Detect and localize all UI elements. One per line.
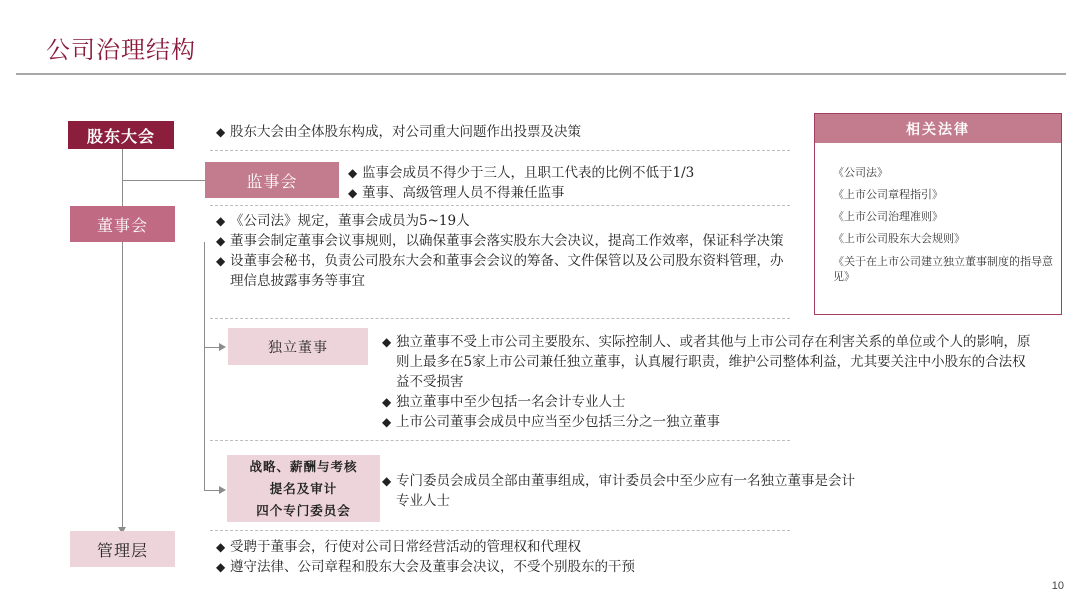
diamond-bullet-icon: ◆	[216, 540, 226, 554]
related-laws-list	[833, 162, 1053, 284]
diamond-bullet-icon: ◆	[216, 214, 226, 228]
bullet-item: ◆ 设董事会秘书，负责公司股东大会和董事会会议的筹备、文件保管以及公司股东资料管理，办理信息披露事务等事宜	[216, 253, 784, 289]
bullet-item: ◆ 独立董事中至少包括一名会计专业人士	[382, 394, 626, 410]
notes-management	[216, 537, 788, 577]
node-management: 管理层	[70, 531, 175, 567]
bullet-item: ◆ 《公司法》规定，董事会成员为5~19人	[216, 213, 470, 229]
node-supervisory-board: 监事会	[205, 162, 339, 198]
committee-line: 战略、薪酬与考核	[249, 458, 358, 474]
notes-board	[216, 211, 788, 291]
diamond-bullet-icon: ◆	[348, 186, 358, 200]
connector-board-trunk	[204, 242, 205, 490]
related-laws-title: 相关法律	[815, 114, 1061, 143]
bullet-item: ◆ 遵守法律、公司章程和股东大会及董事会决议，不受个别股东的干预	[216, 559, 635, 575]
bullet-item: ◆ 受聘于董事会，行使对公司日常经营活动的管理权和代理权	[216, 539, 581, 555]
notes-committees	[382, 471, 862, 511]
diamond-bullet-icon: ◆	[216, 254, 226, 268]
law-item: 《上市公司章程指引》	[833, 188, 943, 201]
connector-to-independent	[204, 347, 219, 348]
node-independent-directors: 独立董事	[228, 328, 368, 365]
bullet-item: ◆ 董事、高级管理人员不得兼任监事	[348, 185, 565, 201]
node-shareholders-meeting: 股东大会	[68, 121, 174, 149]
dashed-divider	[210, 205, 790, 206]
bullet-item: ◆ 上市公司董事会成员中应当至少包括三分之一独立董事	[382, 414, 720, 430]
diamond-bullet-icon: ◆	[216, 234, 226, 248]
bullet-item: ◆ 专门委员会成员全部由董事组成，审计委员会中至少应有一名独立董事是会计专业人士	[382, 473, 855, 509]
committee-line: 四个专门委员会	[256, 502, 351, 518]
dashed-divider	[210, 150, 790, 151]
arrow-right-icon	[219, 486, 226, 494]
page-title: 公司治理结构	[46, 36, 196, 64]
diamond-bullet-icon: ◆	[216, 125, 226, 139]
notes-supervisory	[348, 163, 788, 203]
page-number: 10	[1051, 580, 1064, 592]
bullet-item: ◆ 股东大会由全体股东构成，对公司重大问题作出投票及决策	[216, 124, 581, 140]
diamond-bullet-icon: ◆	[382, 395, 392, 409]
law-item: 《上市公司治理准则》	[833, 210, 943, 223]
related-laws-panel	[814, 113, 1062, 315]
dashed-divider	[210, 530, 790, 531]
node-board-of-directors: 董事会	[70, 206, 175, 242]
committee-line: 提名及审计	[269, 480, 338, 496]
diamond-bullet-icon: ◆	[382, 415, 392, 429]
bullet-item: ◆ 监事会成员不得少于三人，且职工代表的比例不低于1/3	[348, 165, 695, 181]
notes-shareholders	[216, 122, 776, 142]
title-divider	[16, 73, 1066, 75]
diamond-bullet-icon: ◆	[348, 166, 358, 180]
dashed-divider	[210, 318, 790, 319]
arrow-right-icon	[219, 343, 226, 351]
diamond-bullet-icon: ◆	[382, 335, 392, 349]
diamond-bullet-icon: ◆	[216, 560, 226, 574]
notes-independent	[382, 332, 1032, 432]
dashed-divider	[210, 440, 790, 441]
law-item: 《公司法》	[833, 166, 888, 179]
bullet-item: ◆ 董事会制定董事会议事规则，以确保董事会落实股东大会决议，提高工作效率，保证科学决策	[216, 233, 784, 249]
law-item: 《上市公司股东大会规则》	[833, 232, 965, 245]
node-special-committees	[227, 455, 380, 522]
diamond-bullet-icon: ◆	[382, 474, 392, 488]
connector-to-committees	[204, 490, 219, 491]
law-item: 《关于在上市公司建立独立董事制度的指导意见》	[833, 255, 1053, 283]
connector-to-supervisory	[122, 180, 206, 181]
bullet-item: ◆ 独立董事不受上市公司主要股东、实际控制人、或者其他与上市公司存在利害关系的单位或个人的影响，原则上最多在5家上市公司兼任独立董事，认真履行职责，维护公司整体利益，尤其要关注中小股东的合法权益不受损害	[382, 334, 1031, 390]
